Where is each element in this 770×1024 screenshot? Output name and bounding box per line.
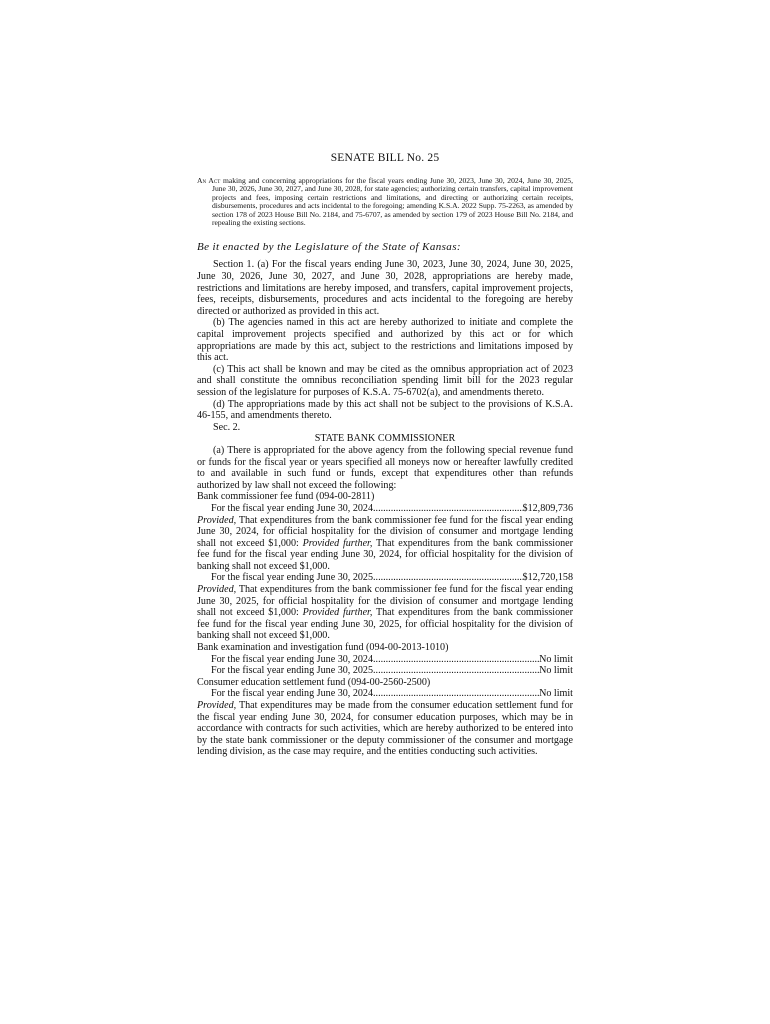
amount: No limit bbox=[539, 665, 573, 677]
leader-dots bbox=[373, 688, 539, 700]
section-1-c: (c) This act shall be known and may be cited as the omnibus appropriation act of 2023 and shall constitute the omnibus reconciliation spending limit bill for the 2023 regular session of the legislature for purposes of K.S.A. 75-6702(a), and amendments thereto. bbox=[197, 363, 573, 398]
section-2-label: Sec. 2. bbox=[213, 421, 241, 433]
fund-name: Consumer education settlement fund (094-00-2560-2500) bbox=[197, 676, 431, 688]
proviso: Provided, That expenditures from the bank commissioner fee fund for the fiscal year ending June 30, 2025, for official hospitality for the division of consumer and mortgage lending shall not exceed $1,000: Provided further, That expenditures from the bank commissioner fee fund for the fiscal year ending June 30, 2025, for official hospitality for the division of banking shall not exceed $1,000. bbox=[197, 584, 574, 642]
amount: No limit bbox=[539, 688, 573, 700]
appropriation-line: For the fiscal year ending June 30, 2024 ..... No limit bbox=[197, 688, 573, 700]
amount: No limit bbox=[539, 653, 573, 665]
act-title-clause bbox=[197, 177, 573, 227]
bill-body bbox=[197, 152, 573, 758]
leader-dots bbox=[373, 654, 539, 666]
appropriation-line: For the fiscal year ending June 30, 2024 ..... $12,809,736 bbox=[197, 503, 573, 515]
bill-title: SENATE BILL No. 25 bbox=[330, 152, 440, 164]
section-1-a: Section 1. (a) For the fiscal years ending June 30, 2023, June 30, 2024, June 30, 2025, June 30, 2026, June 30, 2027, and June 30, 2028, appropriations are hereby made, restrictions and limitations are hereby imposed, and transfers, capital improvement projects, fees, receipts, disbursements, procedures and acts incidental to the foregoing are hereby directed or authorized as provided in this act. bbox=[197, 259, 573, 317]
appropriation-line: For the fiscal year ending June 30, 2025 ..... No limit bbox=[197, 665, 573, 677]
proviso: Provided, That expenditures from the bank commissioner fee fund for the fiscal year ending June 30, 2024, for official hospitality for the division of consumer and mortgage lending shall not exceed $1,000: Provided further, That expenditures from the bank commissioner fee fund for the fiscal year ending June 30, 2024, for official hospitality for the division of banking shall not exceed $1,000. bbox=[197, 514, 574, 572]
amount: $12,809,736 bbox=[522, 502, 573, 514]
act-text: making and concerning appropriations for the fiscal years ending June 30, 2023, June 30, 2024, June 30, 2025, June 30, 2026, June 30, 2027, and June 30, 2028, for state agencies; authorizing certain transfers, capital improvement projects and fees, imposing certain restrictions and limitations, and directing or authorizing certain receipts, disbursements, procedures and acts incidental to the foregoing; amending K.S.A. 2022 Supp. 75-2263, as amended by section 178 of 2023 House Bill No. 2184, and 75-6707, as amended by section 179 of 2023 House Bill No. 2184, and repealing the existing sections. bbox=[212, 176, 573, 228]
proviso: Provided, That expenditures may be made from the consumer education settlement fund for the fiscal year ending June 30, 2024, for consumer education purposes, which may be in accordance with contracts for such activities, which are hereby authorized to be entered into by the state bank commissioner or the deputy commissioner of the consumer and mortgage lending division, as the case may require, and the entities conducting such activities. bbox=[197, 700, 573, 758]
section-1-d: (d) The appropriations made by this act shall not be subject to the provisions of K.S.A. 46-155, and amendments thereto. bbox=[197, 398, 573, 422]
act-prefix: An Act bbox=[197, 176, 221, 185]
appropriation-line: For the fiscal year ending June 30, 2025 ..... $12,720,158 bbox=[197, 572, 573, 584]
enacting-clause: Be it enacted by the Legislature of the State of Kansas: bbox=[197, 241, 461, 254]
agency-heading: STATE BANK COMMISSIONER bbox=[314, 433, 456, 445]
leader-dots bbox=[373, 665, 539, 677]
amount: $12,720,158 bbox=[522, 572, 573, 584]
fund-name: Bank commissioner fee fund (094-00-2811) bbox=[197, 491, 375, 503]
leader-dots bbox=[373, 503, 523, 515]
section-1-b: (b) The agencies named in this act are hereby authorized to initiate and complete the capital improvement projects specified and authorized by this act or for which appropriations are made by this act, subject to the restrictions and limitations imposed by this act. bbox=[197, 317, 573, 364]
fund-name: Bank examination and investigation fund (094-00-2013-1010) bbox=[197, 642, 449, 654]
section-2-a: (a) There is appropriated for the above agency from the following special revenue fund or funds for the fiscal year or years specified all moneys now or hereafter lawfully credited to and available in such fund or funds, except that expenditures other than refunds authorized by law shall not exceed the following: bbox=[197, 444, 573, 491]
appropriation-line: For the fiscal year ending June 30, 2024 ..... No limit bbox=[197, 654, 573, 666]
leader-dots bbox=[373, 572, 523, 584]
